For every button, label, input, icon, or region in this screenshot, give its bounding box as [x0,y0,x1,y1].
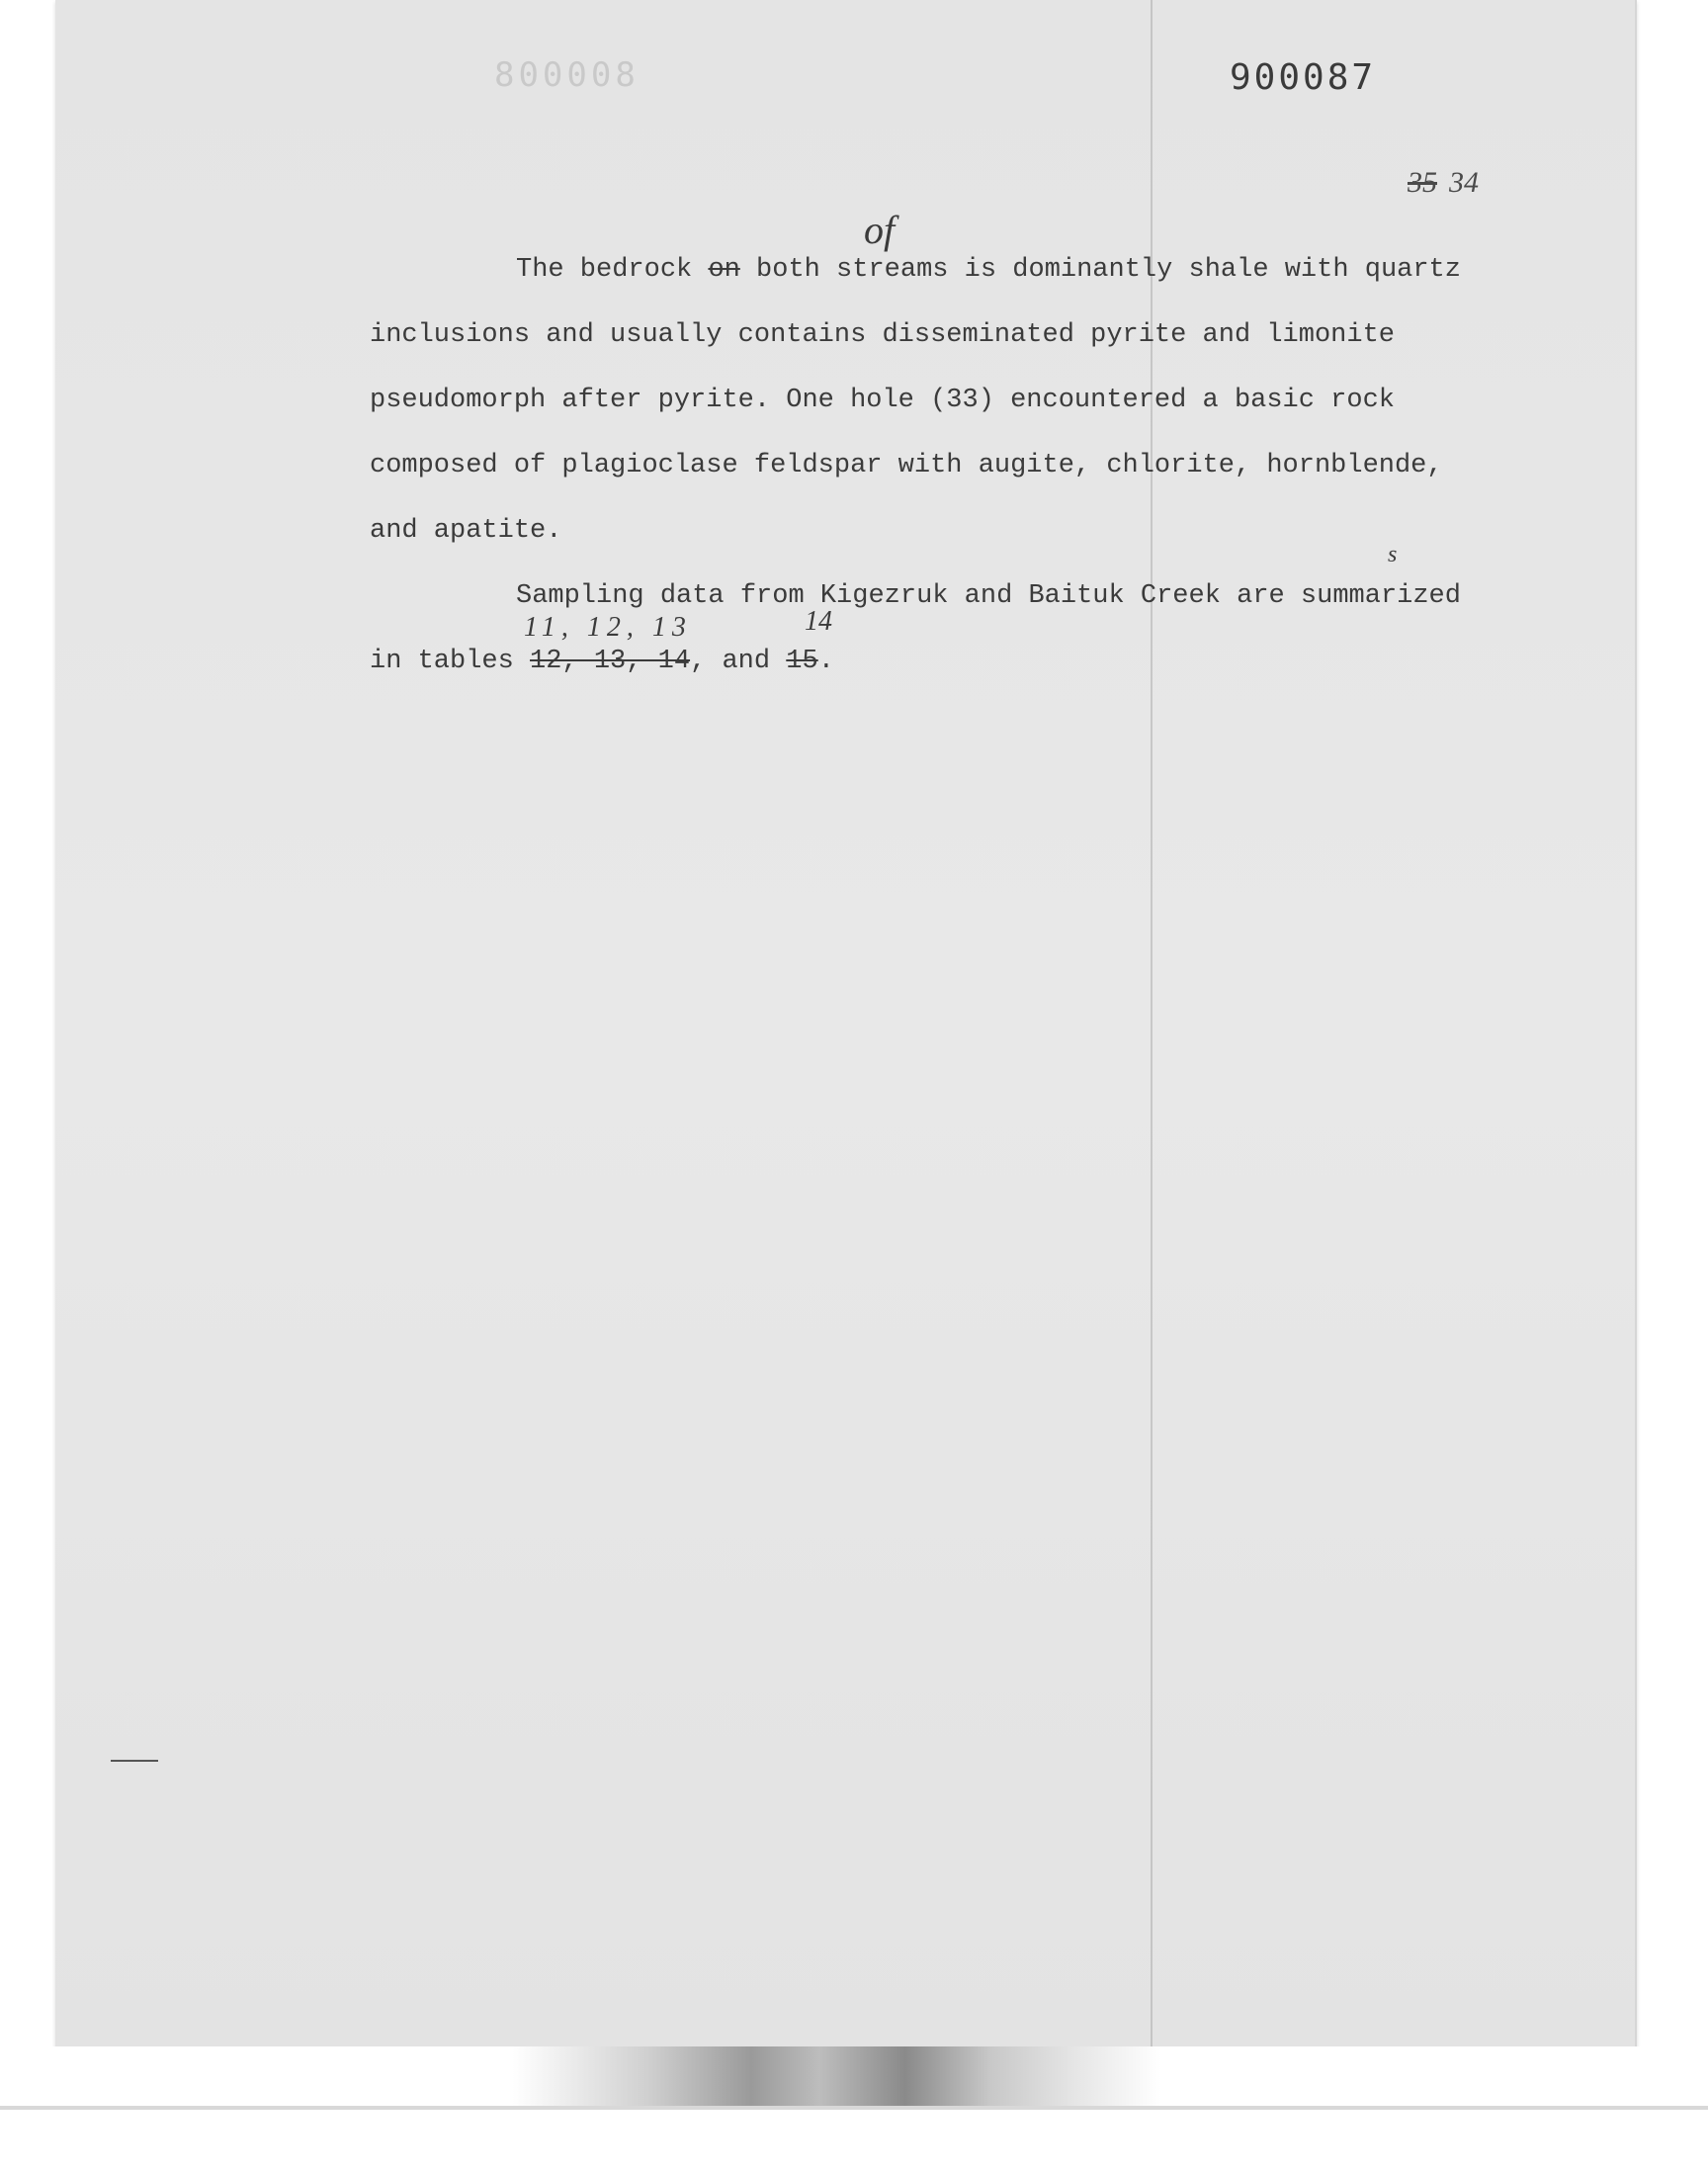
paragraph-1-line-5: and apatite. [370,516,562,546]
document-sheet [55,0,1637,2049]
struck-tables: 12, 13, 14 [530,647,691,676]
scan-edge [0,2106,1708,2110]
bleed-through-number: 800008 [490,55,636,95]
paragraph-1-line-1 [370,208,1506,303]
paragraph-1-line-2: inclusions and usually contains disseminated pyrite and limonite [370,320,1395,350]
text-segment: Sampling data from Kigezruk and Baituk Creek are summarized [516,581,1461,611]
handwritten-insert-tables: 11, 12, 13 [524,612,692,643]
handwritten-insert-14: 14 [805,606,832,637]
text-segment: The bedrock [516,255,709,285]
text-segment: . [817,647,834,676]
paragraph-1-line-3: pseudomorph after pyrite. One hole (33) encountered a basic rock [370,386,1395,415]
page-number [1408,166,1479,200]
document-number: 900087 [1230,57,1377,98]
scan-shadow [0,2046,1708,2106]
struck-word: on [708,255,740,285]
page-number-struck: 35 [1408,166,1437,199]
text-segment: both streams is dominantly shale with quartz [739,255,1461,285]
handwritten-insert-of: of [864,208,896,252]
paragraph-2-line-2 [370,606,1506,694]
handwritten-insert-s: s [1388,542,1398,567]
text-segment: , and [690,647,787,676]
margin-mark [111,1760,158,1762]
body-text [370,208,1506,694]
text-segment: in tables [370,647,531,676]
paragraph-1-line-4: composed of plagioclase feldspar with augite, chlorite, hornblende, [370,451,1443,480]
page-number-current: 34 [1449,166,1479,199]
struck-last-table: 15 [786,647,818,676]
